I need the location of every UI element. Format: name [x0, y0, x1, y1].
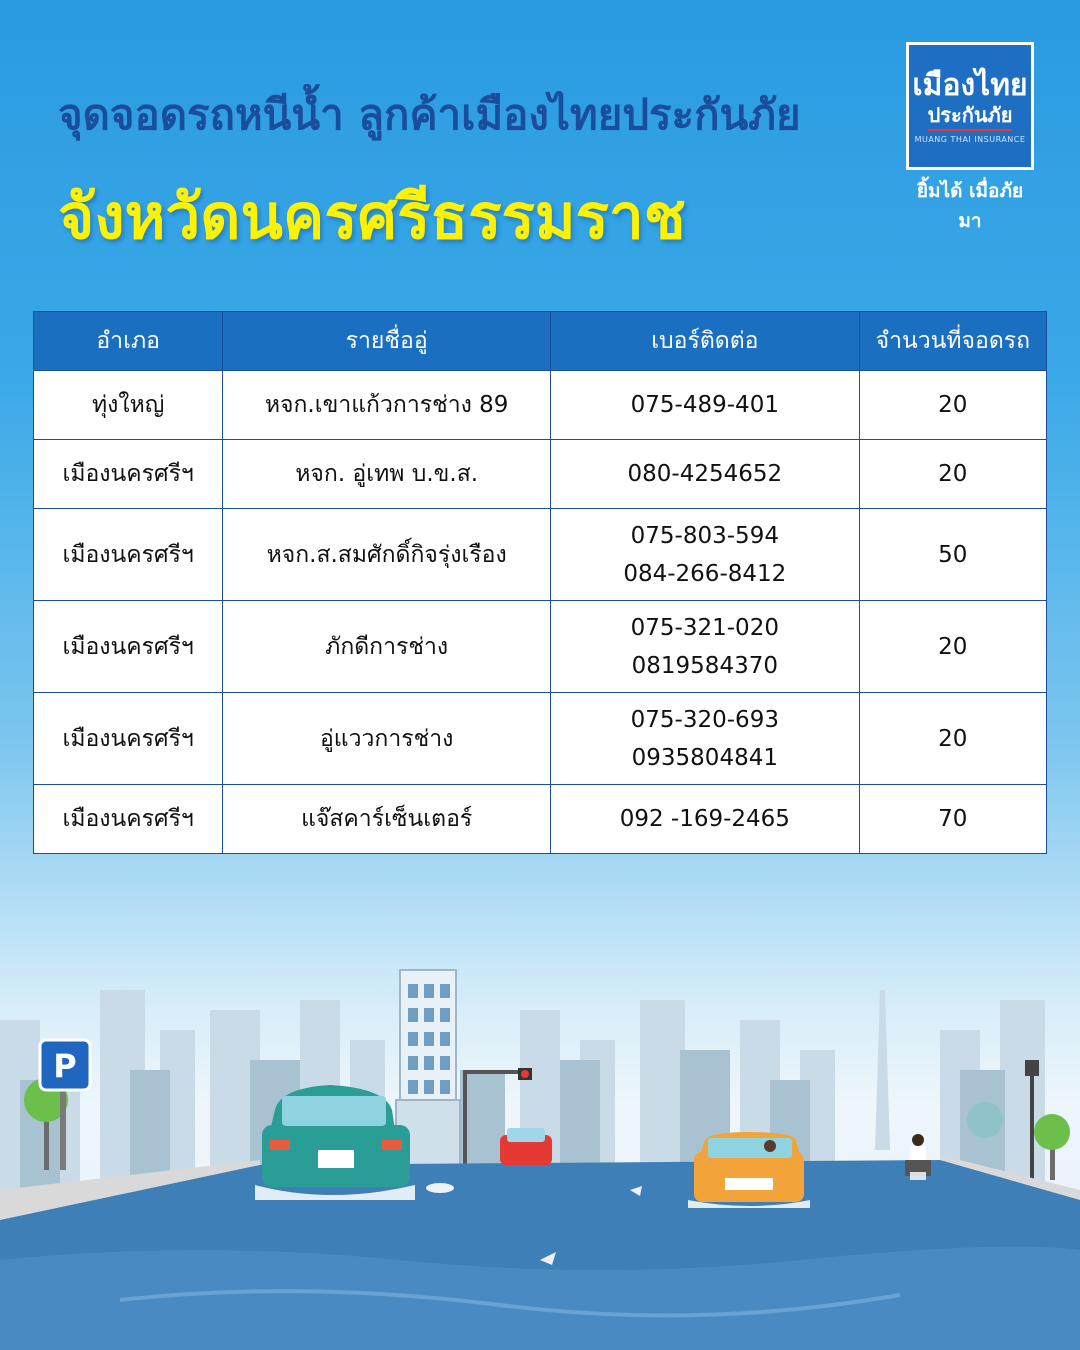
cell-garage: หจก.ส.สมศักดิ์กิจรุ่งเรือง	[223, 509, 551, 601]
cell-district: ทุ่งใหญ่	[34, 371, 223, 440]
cell-phone	[551, 371, 860, 440]
table-row	[34, 601, 1047, 693]
cell-phone	[551, 440, 860, 509]
cell-phone	[551, 693, 860, 785]
table-row	[34, 785, 1047, 854]
parking-table	[33, 311, 1047, 854]
cell-district: เมืองนครศรีฯ	[34, 440, 223, 509]
logo-text-main: เมืองไทย	[912, 67, 1028, 103]
phone-number-2: 084-266-8412	[623, 560, 787, 587]
province-title: จังหวัดนครศรีธรรมราช	[58, 180, 686, 253]
cell-capacity: 20	[859, 371, 1046, 440]
cell-phone	[551, 601, 860, 693]
cell-garage: แจ๊สคาร์เซ็นเตอร์	[223, 785, 551, 854]
motorcycle-rider	[905, 1134, 931, 1180]
cell-district: เมืองนครศรีฯ	[34, 509, 223, 601]
cell-garage: หจก.เขาแก้วการช่าง 89	[223, 371, 551, 440]
cell-capacity: 20	[859, 693, 1046, 785]
phone-number: 075-320-693	[630, 706, 779, 733]
cell-phone	[551, 509, 860, 601]
header-capacity: จำนวนที่จอดรถ	[859, 312, 1046, 371]
phone-number-2: 0819584370	[631, 652, 778, 679]
table-row	[34, 693, 1047, 785]
company-logo	[906, 42, 1034, 170]
cell-capacity: 20	[859, 440, 1046, 509]
cell-phone	[551, 785, 860, 854]
cell-capacity: 50	[859, 509, 1046, 601]
phone-number: 075-321-020	[630, 614, 779, 641]
cell-district: เมืองนครศรีฯ	[34, 785, 223, 854]
cell-garage: ภักดีการช่าง	[223, 601, 551, 693]
logo-tagline: ยิ้มได้ เมื่อภัยมา	[916, 180, 1024, 232]
logo-text-sub: ประกันภัย	[928, 103, 1013, 131]
page-title: จุดจอดรถหนีน้ำ ลูกค้าเมืองไทยประกันภัย	[58, 90, 801, 139]
header-district: อำเภอ	[34, 312, 223, 371]
orange-car	[688, 1132, 810, 1208]
cell-capacity: 20	[859, 601, 1046, 693]
header-garage: รายชื่ออู่	[223, 312, 551, 371]
green-car	[255, 1085, 415, 1200]
cell-capacity: 70	[859, 785, 1046, 854]
table-header-row	[34, 312, 1047, 371]
phone-number: 075-489-401	[630, 392, 779, 418]
logo-text-english: MUANG THAI INSURANCE	[914, 134, 1026, 144]
red-car	[500, 1128, 552, 1165]
table-row	[34, 440, 1047, 509]
phone-number-2: 0935804841	[631, 744, 778, 771]
phone-number: 080-4254652	[627, 461, 783, 487]
phone-number: 092 -169-2465	[619, 806, 790, 832]
parking-sign-letter: P	[53, 1047, 77, 1085]
flooded-city-illustration	[0, 960, 1080, 1350]
cell-district: เมืองนครศรีฯ	[34, 601, 223, 693]
phone-number: 075-803-594	[630, 522, 779, 549]
cell-garage: หจก. อู่เทพ บ.ข.ส.	[223, 440, 551, 509]
cell-district: เมืองนครศรีฯ	[34, 693, 223, 785]
table-row	[34, 509, 1047, 601]
table-row	[34, 371, 1047, 440]
header-phone: เบอร์ติดต่อ	[551, 312, 860, 371]
cell-garage: อู่แววการช่าง	[223, 693, 551, 785]
